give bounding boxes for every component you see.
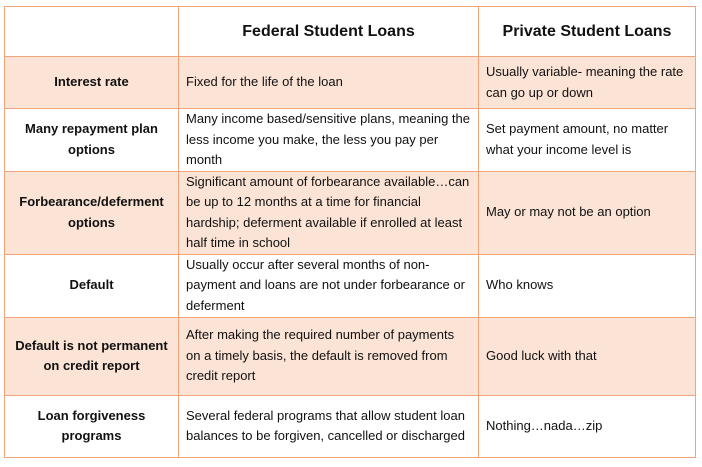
header-federal-loans: Federal Student Loans bbox=[179, 7, 479, 57]
federal-repayment-plans: Many income based/sensitive plans, meaning the less income you make, the less you pay per month bbox=[179, 109, 479, 172]
row-label-repayment-plans: Many repayment plan options bbox=[5, 109, 179, 172]
row-label-default: Default bbox=[5, 254, 179, 317]
row-label-credit-report: Default is not permanent on credit report bbox=[5, 317, 179, 395]
federal-credit-report: After making the required number of payments on a timely basis, the default is removed from credit report bbox=[179, 317, 479, 395]
row-label-interest-rate: Interest rate bbox=[5, 57, 179, 109]
private-forgiveness: Nothing…nada…zip bbox=[479, 395, 696, 457]
table-row bbox=[5, 317, 696, 395]
private-forbearance: May or may not be an option bbox=[479, 171, 696, 254]
loan-comparison-table bbox=[4, 6, 696, 458]
federal-interest-rate: Fixed for the life of the loan bbox=[179, 57, 479, 109]
private-credit-report: Good luck with that bbox=[479, 317, 696, 395]
header-private-loans: Private Student Loans bbox=[479, 7, 696, 57]
row-label-forbearance: Forbearance/deferment options bbox=[5, 171, 179, 254]
row-label-forgiveness: Loan forgiveness programs bbox=[5, 395, 179, 457]
federal-default: Usually occur after several months of non-payment and loans are not under forbearance or deferment bbox=[179, 254, 479, 317]
comparison-table-wrapper bbox=[4, 6, 695, 458]
federal-forgiveness: Several federal programs that allow student loan balances to be forgiven, cancelled or discharged bbox=[179, 395, 479, 457]
table-row bbox=[5, 57, 696, 109]
table-row bbox=[5, 254, 696, 317]
private-default: Who knows bbox=[479, 254, 696, 317]
private-interest-rate: Usually variable- meaning the rate can go up or down bbox=[479, 57, 696, 109]
private-repayment-plans: Set payment amount, no matter what your income level is bbox=[479, 109, 696, 172]
table-row bbox=[5, 171, 696, 254]
table-row bbox=[5, 395, 696, 457]
table-row bbox=[5, 109, 696, 172]
federal-forbearance: Significant amount of forbearance available…can be up to 12 months at a time for financial hardship; deferment available if enrolled at least half time in school bbox=[179, 171, 479, 254]
table-header-row bbox=[5, 7, 696, 57]
header-corner-cell bbox=[5, 7, 179, 57]
